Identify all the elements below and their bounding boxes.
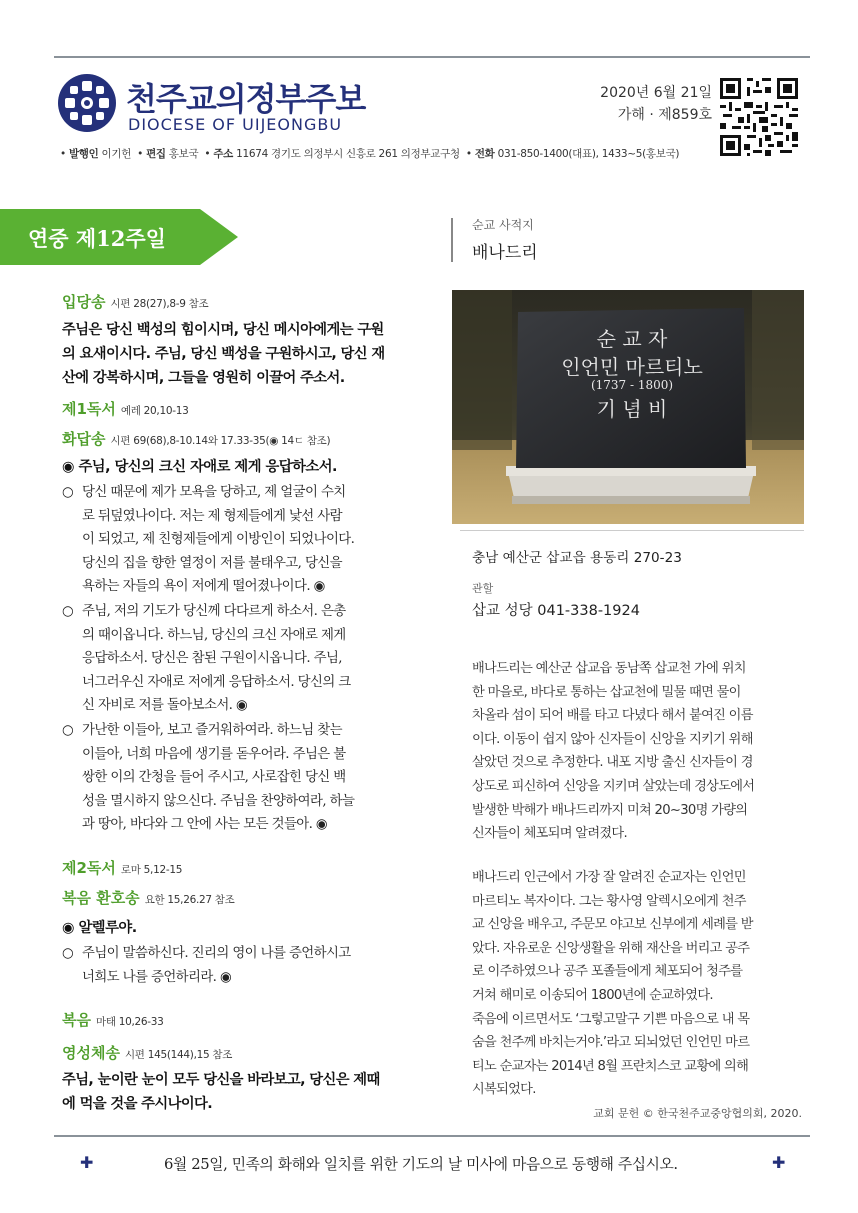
section-title: 배나드리 bbox=[472, 243, 538, 263]
memorial-stone-photo bbox=[452, 290, 804, 524]
footer-text: 6월 25일, 민족의 화해와 일치를 위한 기도의 날 미사에 마음으로 동행해 주십시오. bbox=[164, 1156, 678, 1173]
psalm-verse-3: ○ 가난한 이들아, 보고 즐거워하여라. 하느님 찾는 이들아, 너희 마음에 생기를 돋우어라. 주님은 불 쌍한 이의 간청을 들어 주시고, 사로잡힌 당신 백 성을 멸시하지 않으신다. 주님을 찬양하여라, 하늘 과 땅아, 바다와 그 안에 사는 모든 것들아. ◉ bbox=[62, 723, 355, 833]
stone-text-line3: (1737 - 1800) bbox=[590, 378, 674, 392]
qr-code-icon[interactable] bbox=[720, 78, 798, 156]
footer-notice bbox=[54, 1150, 810, 1178]
psalm-heading: 화답송 시편 69(68),8-10.14와 17.33-35(◉ 14ㄷ 참조) bbox=[62, 430, 331, 448]
shrine-description-1: 배나드리는 예산군 삽교읍 동남쪽 삽교천 가에 위치 한 마을로, 바다로 통하는 삽교천에 밀물 때면 물이 차올라 섬이 되어 배를 타고 다녔다 해서 붙여진 이름 이다. 이동이 쉽지 않아 신자들이 신앙을 지키기 위해 살았던 것으로 추정한다. 내포 지방 출신 신자들이 경 상도로 피신하여 신앙을 지키며 살았는데 경상도에서 발생한 박해가 배나드리까지 미쳐 20~30명 가량의 신자들이 체포되며 알려졌다. bbox=[472, 661, 755, 842]
week-title: 연중 제12주일 bbox=[28, 226, 166, 251]
section-divider bbox=[451, 218, 453, 262]
reading2-heading: 제2독서 로마 5,12-15 bbox=[62, 859, 183, 877]
gospel-acclamation-heading: 복음 환호송 요한 15,26.27 참조 bbox=[62, 889, 235, 907]
shrine-address: 충남 예산군 삽교읍 용동리 270-23 bbox=[472, 550, 682, 566]
gospel-acclamation-verse: ○ 주님이 말씀하신다. 진리의 영이 나를 증언하시고 너희도 나를 증언하리라. ◉ bbox=[62, 946, 351, 985]
top-rule bbox=[54, 56, 810, 58]
diocese-logo-icon bbox=[58, 74, 116, 132]
masthead-subtitle: DIOCESE OF UIJEONGBU bbox=[128, 115, 343, 134]
stone-text-line4: 기 념 비 bbox=[596, 397, 668, 421]
manage-parish: 삽교 성당 041-338-1924 bbox=[472, 603, 640, 619]
psalm-response: ◉ 주님, 당신의 크신 자애로 제게 응답하소서. bbox=[62, 459, 337, 475]
stone-text-line2: 인언민 마르티노 bbox=[561, 355, 703, 379]
gospel-heading: 복음 마태 10,26-33 bbox=[62, 1011, 164, 1029]
issue-date: 2020년 6월 21일 bbox=[600, 85, 712, 101]
copyright-credit: 교회 문헌 © 한국천주교중앙협의회, 2020. bbox=[593, 1107, 802, 1120]
psalm-verse-1: ○ 당신 때문에 제가 모욕을 당하고, 제 얼굴이 수치 로 뒤덮였나이다. 저는 제 형제들에게 낯선 사람 이 되었고, 제 친형제들에게 이방인이 되었나이다. 당신의 집을 향한 열정이 저를 불태우고, 당신을 욕하는 자들의 욕이 저에게 떨어졌나이다. ◉ bbox=[62, 485, 355, 595]
communion-antiphon: 주님, 눈이란 눈이 모두 당신을 바라보고, 당신은 제때 에 먹을 것을 주시나이다. bbox=[62, 1072, 380, 1112]
bottom-rule bbox=[54, 1135, 810, 1137]
psalm-verse-2: ○ 주님, 저의 기도가 당신께 다다르게 하소서. 은총 의 때이옵니다. 하느님, 당신의 크신 자애로 제게 응답하소서. 당신은 참된 구원이시옵니다. 주님, 너그러우신 자애로 저에게 응답하소서. 당신의 크 신 자비로 저를 돌아보소서. ◉ bbox=[62, 604, 351, 714]
masthead-title: 천주교의정부주보 bbox=[126, 80, 366, 118]
photo-caption-rule bbox=[460, 530, 804, 531]
communion-heading: 영성체송 시편 145(144),15 참조 bbox=[62, 1044, 233, 1062]
section-label: 순교 사적지 bbox=[472, 218, 534, 232]
cross-icon: ✚ bbox=[772, 1153, 786, 1172]
shrine-description-2: 배나드리 인근에서 가장 잘 알려진 순교자는 인언민 마르티노 복자이다. 그는 황사영 알렉시오에게 천주 교 신앙을 배우고, 주문모 야고보 신부에게 세례를 받 았다. 자유로운 신앙생활을 위해 재산을 버리고 공주 로 이주하였으나 공주 포졸들에게 체포되어 청주를 거쳐 해미로 이송되어 1800년에 순교하였다. 죽음에 이르면서도 ‘그렇고말구 기쁜 마음으로 내 목 숨을 천주께 바치는거야.’라고 되뇌었던 인언민 마르 티노 순교자는 2014년 8월 프란치스코 교황에 의해 시복되었다. bbox=[472, 870, 753, 1098]
publication-info: • 발행인 이기헌 • 편집 홍보국 • 주소 11674 경기도 의정부시 신흥로 261 의정부교구청 • 전화 031-850-1400(대표), 1433~5(홍보국) bbox=[60, 148, 680, 160]
manage-label: 관할 bbox=[472, 582, 494, 595]
reading1-heading: 제1독서 예레 20,10-13 bbox=[62, 400, 189, 418]
stone-text-line1: 순 교 자 bbox=[596, 327, 668, 351]
entrance-antiphon: 주님은 당신 백성의 힘이시며, 당신 메시아에게는 구원 의 요새이시다. 주님, 당신 백성을 구원하시고, 당신 재 산에 강복하시며, 그들을 영원히 이끌어 주소서. bbox=[62, 322, 385, 386]
alleluia-response: ◉ 알렐루야. bbox=[62, 920, 137, 936]
cross-icon: ✚ bbox=[80, 1153, 94, 1172]
issue-number: 가해 · 제859호 bbox=[617, 107, 712, 123]
entrance-heading: 입당송 시편 28(27),8-9 참조 bbox=[62, 293, 209, 311]
